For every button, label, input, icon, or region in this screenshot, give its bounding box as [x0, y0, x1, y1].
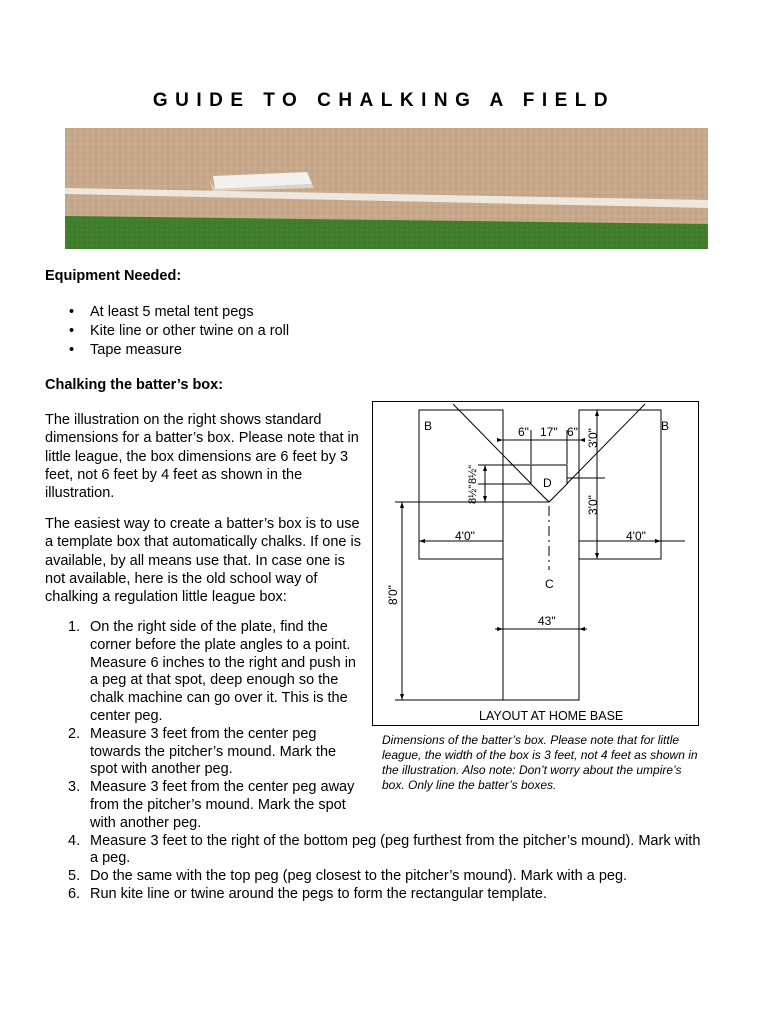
list-item: • Kite line or other twine on a roll	[69, 323, 290, 339]
equipment-list	[45, 303, 289, 360]
dim-8-0: 8'0"	[386, 585, 400, 605]
batters-box-heading: Chalking the batter’s box:	[45, 377, 224, 393]
dim-8-5b: 8½"	[467, 484, 479, 504]
method-paragraph: The easiest way to create a batter’s box is to use a template box that automatically chalks. If one is available, by all means use that. In case one is not available, here is the old school way of chalking a regulation little league box:	[45, 516, 361, 606]
label-b-right: B	[661, 419, 670, 433]
label-d: D	[543, 476, 552, 490]
dim-6-left: 6"	[518, 425, 529, 439]
dim-3-top: 3'0"	[586, 428, 600, 448]
list-item: 2. Measure 3 feet from the center peg towards the pitcher’s mound. Mark the spot with another peg.	[68, 725, 337, 778]
list-item: 3. Measure 3 feet from the center peg away from the pitcher’s mound. Mark the spot with another peg.	[68, 779, 355, 831]
baseball-field-photo	[65, 128, 708, 249]
label-c: C	[545, 577, 554, 591]
list-item: 5. Do the same with the top peg (peg closest to the pitcher’s mound). Mark with a peg.	[68, 868, 628, 885]
diagram-footer: LAYOUT AT HOME BASE	[479, 709, 624, 723]
dim-8-5: 8½"	[467, 464, 479, 484]
page-title: GUIDE TO CHALKING A FIELD	[152, 90, 616, 111]
label-b-left: B	[424, 419, 433, 433]
home-base-diagram	[372, 401, 699, 726]
list-item: 6. Run kite line or twine around the pegs to form the rectangular template.	[68, 885, 548, 902]
list-item: 4. Measure 3 feet to the right of the bottom peg (peg furthest from the pitcher’s mound). Mark with a peg.	[68, 832, 701, 867]
intro-paragraph: The illustration on the right shows standard dimensions for a batter’s box. Please note that in little league, the box dimensions are 6 feet by 3 feet, not 6 feet by 4 feet as shown in the illustration.	[45, 412, 359, 502]
list-item: • At least 5 metal tent pegs	[69, 304, 254, 320]
list-item: 1. On the right side of the plate, find the corner before the plate angles to a point. Measure 6 inches to the right and push in a peg at that spot, deep enough so the chalk machine can go over it. This is the center peg.	[68, 619, 356, 724]
dim-3-bottom: 3'0"	[586, 495, 600, 515]
dim-4-left: 4'0"	[455, 529, 475, 543]
dim-6-right: 6"	[567, 425, 578, 439]
equipment-heading: Equipment Needed:	[45, 268, 182, 284]
dim-17: 17"	[540, 425, 558, 439]
list-item: • Tape measure	[69, 342, 182, 358]
dim-4-right: 4'0"	[626, 529, 646, 543]
diagram-caption: Dimensions of the batter’s box. Please note that for little league, the width of the box is 3 feet, not 4 feet as shown in the illustration. Also note: Don’t worry about the umpire’s box. Only line the batter’s boxes.	[382, 733, 698, 792]
dim-43: 43"	[538, 614, 556, 628]
